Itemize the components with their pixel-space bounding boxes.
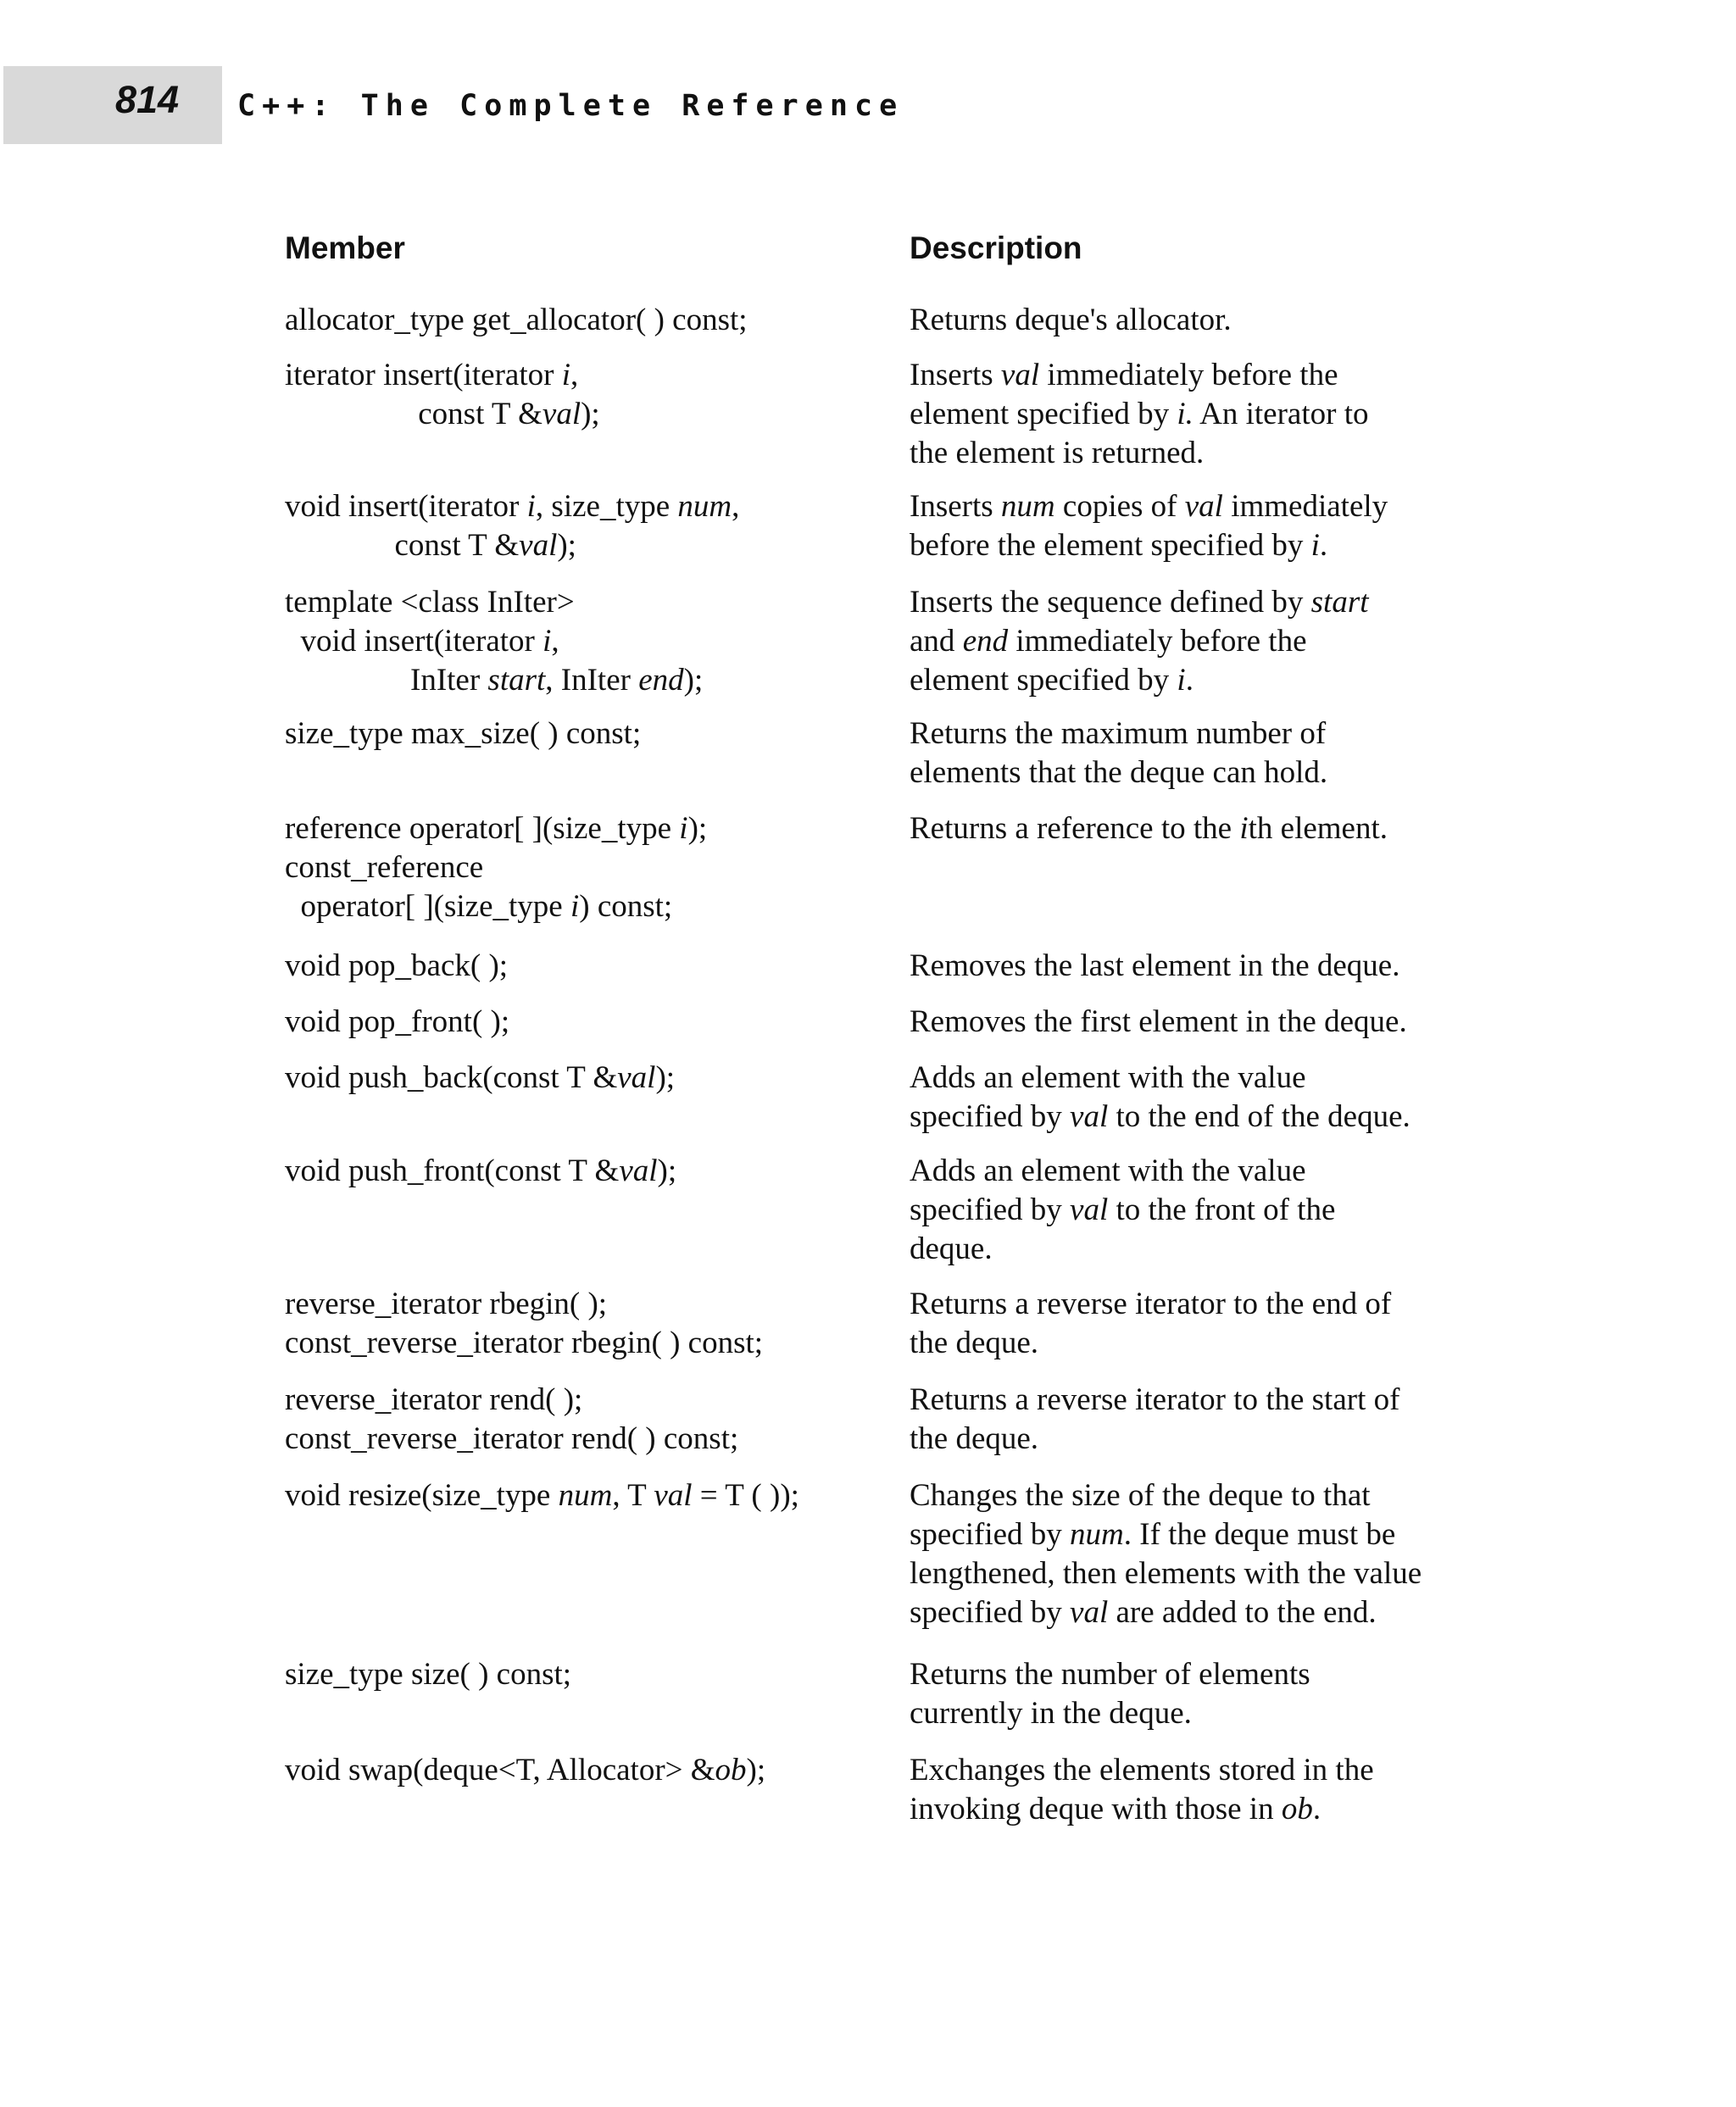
italic-text: ob xyxy=(1281,1792,1313,1826)
text: , xyxy=(732,489,740,524)
italic-text: val xyxy=(519,528,558,563)
italic-text: val xyxy=(1000,358,1040,392)
text: void pop_front( ); xyxy=(285,1004,510,1039)
running-head: C++: The Complete Reference xyxy=(237,89,904,123)
description-cell-line xyxy=(910,1515,1422,1554)
description-cell xyxy=(910,487,1388,565)
description-cell-line xyxy=(910,1655,1310,1694)
member-cell-line xyxy=(285,1285,763,1324)
italic-text: val xyxy=(542,397,581,431)
text: ) const; xyxy=(579,889,673,924)
page-number-box xyxy=(3,66,222,144)
italic-text: i xyxy=(1177,663,1186,698)
text: element specified by xyxy=(910,663,1177,698)
description-cell xyxy=(910,301,1232,340)
text: iterator insert(iterator xyxy=(285,358,562,392)
description-cell-line xyxy=(910,1230,1335,1269)
description-cell xyxy=(910,809,1388,848)
member-cell xyxy=(285,1655,571,1694)
text: , InIter xyxy=(545,663,639,698)
italic-text: val xyxy=(1070,1192,1109,1227)
description-cell-line xyxy=(910,487,1388,526)
text: Adds an element with the value xyxy=(910,1060,1306,1095)
text: const_reverse_iterator rend( ) const; xyxy=(285,1421,739,1456)
text: Removes the last element in the deque. xyxy=(910,948,1400,983)
description-cell-line xyxy=(910,1191,1335,1230)
description-cell-line xyxy=(910,1003,1407,1042)
text: . xyxy=(1312,1792,1321,1826)
member-cell xyxy=(285,583,703,700)
text: size_type max_size( ) const; xyxy=(285,716,642,751)
text: specified by xyxy=(910,1595,1071,1630)
text: deque. xyxy=(910,1231,993,1266)
text: const T & xyxy=(285,397,542,431)
text: Inserts xyxy=(910,489,1001,524)
member-cell-line xyxy=(285,1476,799,1515)
description-cell-line xyxy=(910,1381,1399,1420)
text: ); xyxy=(746,1753,766,1787)
text: the deque. xyxy=(910,1421,1039,1456)
member-cell xyxy=(285,714,641,753)
description-cell-line xyxy=(910,301,1232,340)
member-cell xyxy=(285,1476,799,1515)
italic-text: start xyxy=(1310,585,1369,620)
italic-text: end xyxy=(962,624,1009,659)
text: , size_type xyxy=(535,489,678,524)
text: to the front of the xyxy=(1108,1192,1336,1227)
text: ); xyxy=(657,1154,677,1188)
text: InIter xyxy=(285,663,488,698)
description-cell-line xyxy=(910,1694,1310,1733)
member-cell-line xyxy=(285,887,707,926)
description-cell xyxy=(910,1381,1399,1459)
italic-text: val xyxy=(654,1478,693,1513)
description-cell xyxy=(910,1003,1407,1042)
description-cell-line xyxy=(910,1059,1410,1098)
text: template <class InIter> xyxy=(285,585,575,620)
description-cell-line xyxy=(910,1790,1374,1829)
member-cell-line xyxy=(285,1420,738,1459)
text: operator[ ](size_type xyxy=(285,889,570,924)
text: Returns a reference to the xyxy=(910,811,1240,846)
text: const_reverse_iterator rbegin( ) const; xyxy=(285,1326,764,1360)
text: the element is returned. xyxy=(910,436,1205,470)
italic-text: start xyxy=(487,663,546,698)
text: reference operator[ ](size_type xyxy=(285,811,680,846)
text: currently in the deque. xyxy=(910,1696,1192,1731)
description-cell xyxy=(910,714,1327,792)
description-cell-line xyxy=(910,753,1327,792)
description-cell-line xyxy=(910,809,1388,848)
member-cell-line xyxy=(285,487,739,526)
text: specified by xyxy=(910,1517,1071,1552)
text: Returns the number of elements xyxy=(910,1657,1310,1692)
description-cell xyxy=(910,1285,1391,1363)
text: Inserts xyxy=(910,358,1001,392)
text: elements that the deque can hold. xyxy=(910,755,1328,790)
italic-text: i xyxy=(679,811,688,846)
page-number: 814 xyxy=(115,78,180,121)
italic-text: num xyxy=(677,489,732,524)
text: allocator_type get_allocator( ) const; xyxy=(285,303,748,337)
description-cell-line xyxy=(910,395,1368,434)
italic-text: val xyxy=(1070,1595,1109,1630)
italic-text: i xyxy=(526,489,536,524)
text: Adds an element with the value xyxy=(910,1154,1306,1188)
member-cell xyxy=(285,1059,675,1098)
description-cell-line xyxy=(910,1152,1335,1191)
description-cell-line xyxy=(910,526,1388,565)
text: An iterator to xyxy=(1193,397,1369,431)
italic-text: val xyxy=(1070,1099,1109,1134)
text: Inserts the sequence defined by xyxy=(910,585,1311,620)
description-cell-line xyxy=(910,356,1368,395)
description-cell xyxy=(910,356,1368,473)
text: and xyxy=(910,624,963,659)
description-cell-line xyxy=(910,583,1369,622)
text: Returns a reverse iterator to the start of xyxy=(910,1382,1400,1417)
description-cell xyxy=(910,1751,1374,1829)
text: void resize(size_type xyxy=(285,1478,559,1513)
italic-text: num xyxy=(558,1478,613,1513)
text: ); xyxy=(687,811,708,846)
description-cell xyxy=(910,1476,1422,1632)
member-cell xyxy=(285,1381,738,1459)
member-cell xyxy=(285,1152,676,1191)
text: , xyxy=(570,358,579,392)
description-cell xyxy=(910,583,1369,700)
member-cell-line xyxy=(285,809,707,848)
text: void pop_back( ); xyxy=(285,948,509,983)
member-cell-line xyxy=(285,1324,763,1363)
member-cell-line xyxy=(285,622,703,661)
description-column-header: Description xyxy=(910,231,1082,265)
member-cell xyxy=(285,487,739,565)
text: const_reference xyxy=(285,850,484,885)
description-cell-line xyxy=(910,1324,1391,1363)
text: invoking deque with those in xyxy=(910,1792,1282,1826)
italic-text: num xyxy=(1070,1517,1124,1552)
description-cell-line xyxy=(910,1751,1374,1790)
text: void insert(iterator xyxy=(285,624,543,659)
text: copies of xyxy=(1054,489,1185,524)
member-cell-line xyxy=(285,526,739,565)
description-cell-line xyxy=(910,1476,1422,1515)
member-cell-line xyxy=(285,1381,738,1420)
member-cell-line xyxy=(285,1751,765,1790)
member-cell-line xyxy=(285,848,707,887)
description-cell-line xyxy=(910,1420,1399,1459)
italic-text: end xyxy=(638,663,684,698)
description-cell xyxy=(910,947,1399,986)
text: reverse_iterator rbegin( ); xyxy=(285,1287,608,1321)
italic-text: i xyxy=(570,889,580,924)
text: . If the deque must be xyxy=(1123,1517,1396,1552)
member-cell xyxy=(285,1751,765,1790)
text: ); xyxy=(655,1060,676,1095)
member-cell xyxy=(285,356,600,434)
italic-text: i xyxy=(542,624,552,659)
description-cell xyxy=(910,1152,1335,1269)
text: Removes the first element in the deque. xyxy=(910,1004,1407,1039)
italic-text: ob xyxy=(715,1753,747,1787)
member-cell-line xyxy=(285,1003,509,1042)
text: size_type size( ) const; xyxy=(285,1657,572,1692)
text: Exchanges the elements stored in the xyxy=(910,1753,1374,1787)
description-cell-line xyxy=(910,622,1369,661)
text: void push_back(const T & xyxy=(285,1060,618,1095)
text: to the end of the deque. xyxy=(1108,1099,1410,1134)
member-cell xyxy=(285,301,748,340)
description-cell xyxy=(910,1059,1410,1137)
italic-text: val xyxy=(617,1060,656,1095)
description-cell-line xyxy=(910,1554,1422,1593)
text: Changes the size of the deque to that xyxy=(910,1478,1371,1513)
member-cell-line xyxy=(285,1152,676,1191)
member-cell xyxy=(285,1003,509,1042)
text: ); xyxy=(683,663,704,698)
italic-text: i xyxy=(1310,528,1320,563)
member-cell-line xyxy=(285,583,703,622)
text: , xyxy=(551,624,559,659)
member-cell xyxy=(285,947,508,986)
member-cell-line xyxy=(285,395,600,434)
member-cell xyxy=(285,1285,763,1363)
text: ); xyxy=(557,528,576,563)
member-cell-line xyxy=(285,356,600,395)
italic-text: i. xyxy=(1177,397,1194,431)
description-cell-line xyxy=(910,714,1327,753)
text: void insert(iterator xyxy=(285,489,527,524)
text: the deque. xyxy=(910,1326,1039,1360)
text: Returns the maximum number of xyxy=(910,716,1327,751)
italic-text: i xyxy=(561,358,570,392)
italic-text: i xyxy=(1239,811,1249,846)
text: Returns deque's allocator. xyxy=(910,303,1232,337)
text: ); xyxy=(581,397,600,431)
text: immediately before the xyxy=(1039,358,1338,392)
text: . xyxy=(1185,663,1194,698)
text: lengthened, then elements with the value xyxy=(910,1556,1422,1591)
description-cell-line xyxy=(910,947,1399,986)
description-cell-line xyxy=(910,661,1369,700)
text: immediately before the xyxy=(1008,624,1307,659)
text: , T xyxy=(612,1478,654,1513)
member-cell-line xyxy=(285,661,703,700)
text: before the element specified by xyxy=(910,528,1311,563)
text: are added to the end. xyxy=(1108,1595,1377,1630)
text: th element. xyxy=(1248,811,1388,846)
member-cell-line xyxy=(285,714,641,753)
member-cell-line xyxy=(285,1059,675,1098)
text: specified by xyxy=(910,1192,1071,1227)
text: reverse_iterator rend( ); xyxy=(285,1382,583,1417)
text: specified by xyxy=(910,1099,1071,1134)
member-cell-line xyxy=(285,1655,571,1694)
text: immediately xyxy=(1222,489,1388,524)
italic-text: num xyxy=(1000,489,1055,524)
member-column-header: Member xyxy=(285,231,405,265)
description-cell-line xyxy=(910,1593,1422,1632)
description-cell-line xyxy=(910,1098,1410,1137)
italic-text: val xyxy=(1184,489,1223,524)
member-cell xyxy=(285,809,707,926)
text: . xyxy=(1319,528,1328,563)
description-cell-line xyxy=(910,434,1368,473)
member-cell-line xyxy=(285,301,748,340)
text: Returns a reverse iterator to the end of xyxy=(910,1287,1392,1321)
italic-text: val xyxy=(619,1154,658,1188)
description-cell xyxy=(910,1655,1310,1733)
text: void swap(deque<T, Allocator> & xyxy=(285,1753,715,1787)
text: void push_front(const T & xyxy=(285,1154,620,1188)
member-cell-line xyxy=(285,947,508,986)
text: const T & xyxy=(285,528,520,563)
text: = T ( )); xyxy=(692,1478,799,1513)
description-cell-line xyxy=(910,1285,1391,1324)
text: element specified by xyxy=(910,397,1177,431)
